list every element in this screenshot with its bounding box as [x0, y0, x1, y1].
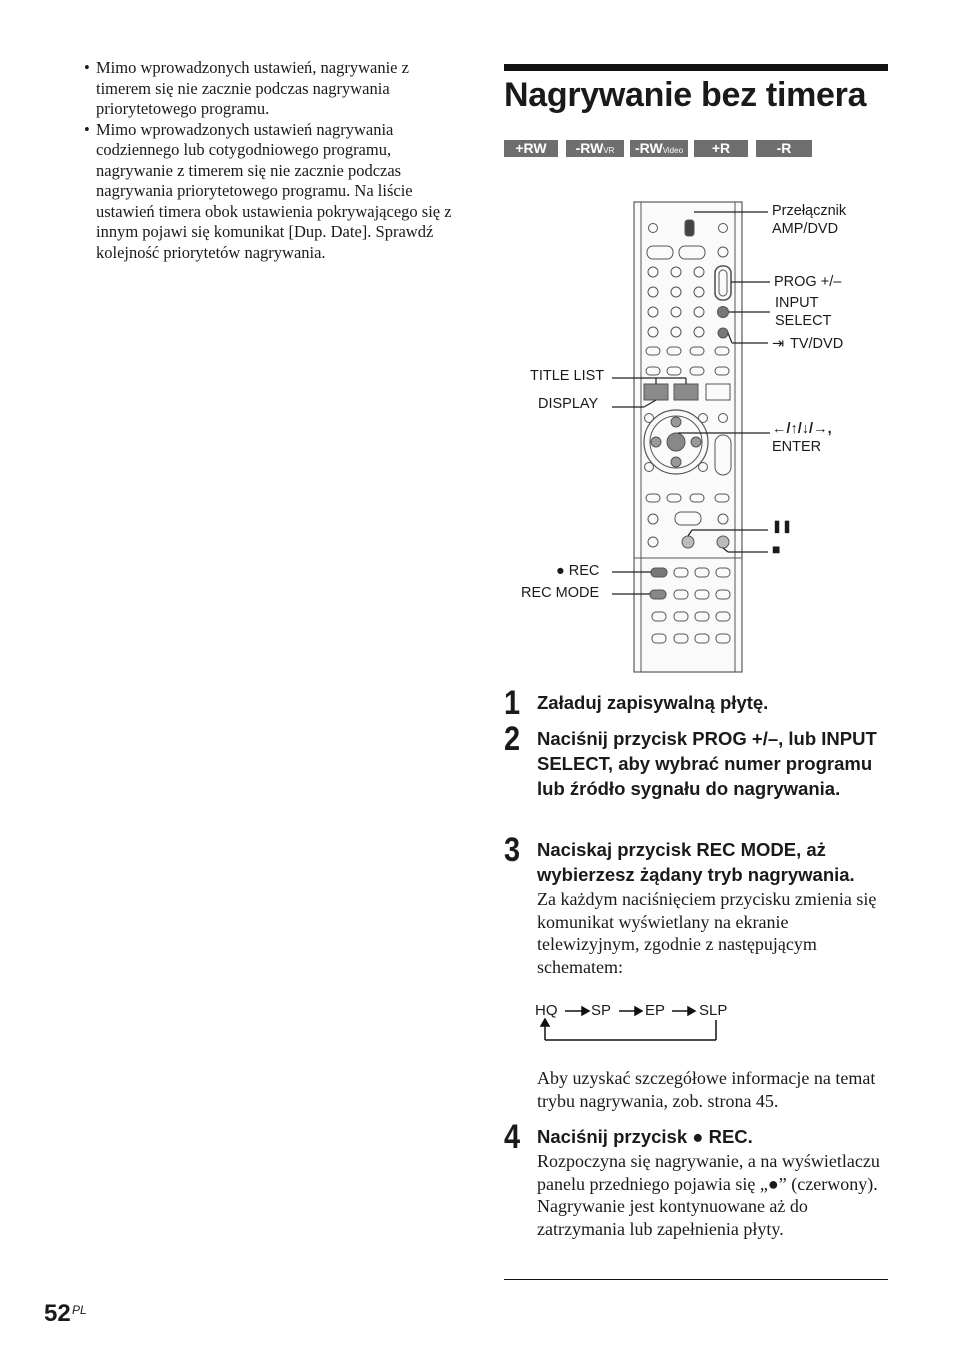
label-display: DISPLAY [538, 396, 599, 412]
bottom-rule [504, 1279, 888, 1280]
step-4 [504, 1118, 894, 1240]
step-number: 1 [504, 684, 521, 722]
page-number: 52 [44, 1300, 71, 1327]
mode-ep: EP [645, 1002, 666, 1019]
step-body: Rozpoczyna się nagrywanie, a na wyświetlaczu panelu przedniego pojawia się „●” (czerwony). [537, 1151, 880, 1194]
step-3 [504, 831, 894, 978]
note-item: • Mimo wprowadzonych ustawień, nagrywanie z timerem się nie zacznie podczas nagrywania priorytetowego programu. [84, 58, 464, 120]
title-rule [504, 64, 888, 71]
remote-figure [510, 190, 880, 680]
label-tv-dvd: ⇥ TV/DVD [772, 336, 844, 352]
notes-list [84, 58, 464, 263]
label-arrows: ←/↑/↓/→, ENTER [772, 421, 832, 455]
step-number: 2 [504, 720, 521, 758]
step-1 [504, 684, 894, 722]
step-title: Naciskaj przycisk REC MODE, aż wybierzesz żądany tryb nagrywania. [537, 839, 855, 885]
mode-hq: HQ [535, 1002, 558, 1019]
badge-plus-r: +R [694, 140, 748, 157]
step-body: Nagrywanie jest kontynuowane aż do zatrzymania lub zapełnienia płyty. [537, 1196, 808, 1239]
rec-mode-cycle [534, 1000, 754, 1046]
badge-minus-r: -R [756, 140, 812, 157]
step-number: 4 [504, 1118, 521, 1156]
step-3-note: Aby uzyskać szczegółowe informacje na temat trybu nagrywania, zob. strona 45. [537, 1068, 876, 1111]
step-title: Załaduj zapisywalną płytę. [537, 692, 769, 713]
badge-rw-vr: -RWVR [566, 140, 624, 157]
label-rec-mode: REC MODE [521, 585, 600, 601]
input-arrow-icon: ⇥ [772, 336, 785, 352]
pause-icon: ❚❚ [772, 519, 793, 533]
badge-plus-rw: +RW [504, 140, 558, 157]
label-prog: PROG +/– [774, 274, 842, 290]
badge-rw-video: -RWVideo [630, 140, 688, 157]
step-number: 3 [504, 831, 521, 869]
mode-sp: SP [591, 1002, 612, 1019]
step-2 [504, 720, 894, 801]
label-input-select: INPUT SELECT [775, 295, 832, 329]
mode-slp: SLP [699, 1002, 728, 1019]
stop-icon: ■ [772, 541, 781, 557]
note-item: • Mimo wprowadzonych ustawień nagrywania codziennego lub cotygodniowego programu, nagrywanie z timerem się nie zacznie podczas nagrywania priorytetowego programu. Na liście ustawień timera obok ustawienia pokrywającego się z innym pojawi się komunikat [Dup. Date]. Sprawdź kolejność priorytetów nagrywania. [84, 120, 464, 264]
label-amp-dvd: Przełącznik AMP/DVD [772, 203, 847, 237]
page-title: Nagrywanie bez timera [504, 76, 867, 114]
step-title: Naciśnij przycisk PROG +/–, lub INPUT SELECT, aby wybrać numer programu lub źródło sygnału do nagrywania. [537, 728, 877, 799]
arrows-icon: ←/↑/↓/→, [772, 421, 832, 437]
step-title: Naciśnij przycisk ● REC. [537, 1126, 753, 1147]
page-language: PL [72, 1303, 87, 1317]
label-title-list: TITLE LIST [530, 368, 605, 384]
label-rec: ● REC [556, 563, 600, 579]
step-body: Za każdym naciśnięciem przycisku zmienia się komunikat wyświetlany na ekranie telewizyjnym, zgodnie z następującym schematem: [537, 889, 877, 977]
